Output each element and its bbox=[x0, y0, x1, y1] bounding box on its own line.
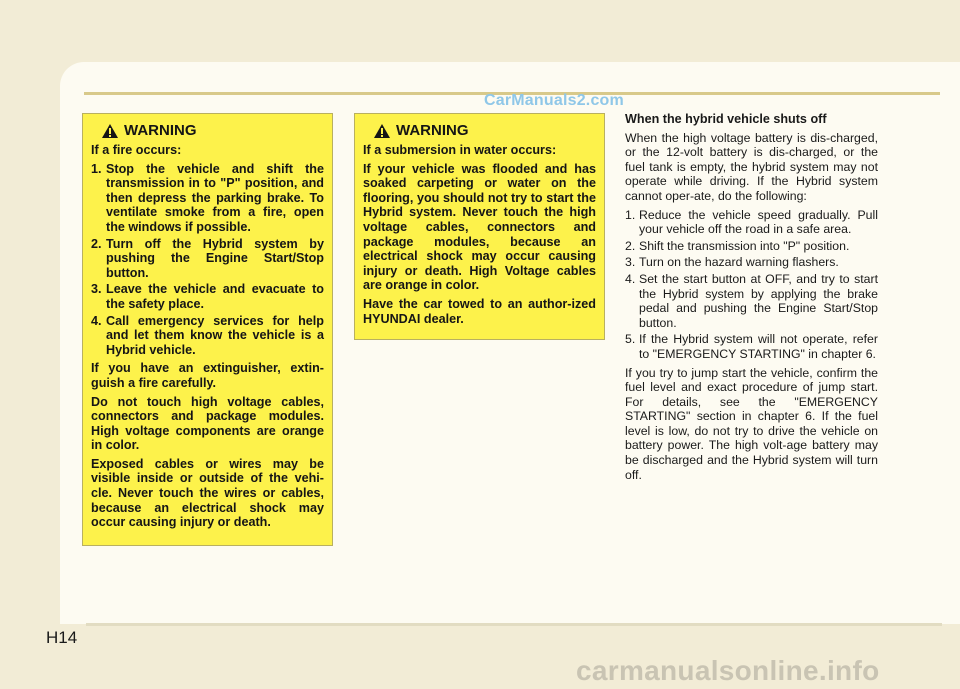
page-number: H14 bbox=[46, 628, 78, 647]
warning-paragraph: If your vehicle was flooded and has soaked carpeting or water on the flooring, you should not try to start the Hybrid system. Never touch the high voltage cables, connectors and package modules, because an electrical shock may occur causing injury or death. High Voltage cables are orange in color. bbox=[363, 161, 596, 293]
list-item: 2. Turn off the Hybrid system by pushing the Engine Start/Stop button. bbox=[91, 236, 324, 280]
warning-paragraph: Do not touch high voltage cables, connectors and package modules. High voltage components are orange in color. bbox=[91, 394, 324, 453]
warning-header bbox=[101, 123, 324, 139]
warning-header bbox=[373, 123, 596, 139]
list-item: 4. Call emergency services for help and let them know the vehicle is a Hybrid vehicle. bbox=[91, 313, 324, 357]
list-item: 1. Reduce the vehicle speed gradually. Pull your vehicle off the road in a safe area. bbox=[625, 207, 878, 237]
bottom-divider bbox=[86, 623, 942, 626]
section-intro: When the high voltage battery is dis-charged, or the 12-volt battery is dis-charged, or the fuel tank is empty, the hybrid system may not operate while driving. If the Hybrid system cannot oper-ate, do the following: bbox=[625, 130, 878, 203]
warning-title: WARNING bbox=[396, 121, 469, 139]
warning-paragraph: If you have an extinguisher, extin-guish a fire carefully. bbox=[91, 361, 324, 390]
warning-paragraph: Have the car towed to an author-ized HYUNDAI dealer. bbox=[363, 296, 596, 326]
warning-triangle-icon bbox=[373, 123, 391, 139]
warning-heading: If a fire occurs: bbox=[91, 143, 182, 157]
fire-warning-box bbox=[82, 113, 333, 546]
watermark-bottom: carmanualsonline.info bbox=[576, 655, 880, 686]
shutdown-section bbox=[625, 112, 878, 486]
fire-steps-list bbox=[91, 162, 324, 358]
list-item: 1. Stop the vehicle and shift the transmission in to "P" position, and then depress the parking brake. To ventilate smoke from a fire, open the windows if possible. bbox=[91, 161, 324, 234]
warning-paragraph: Exposed cables or wires may be visible inside or outside of the vehi-cle. Never touch the wires or cables, because an electrical shock may occur causing injury or death. bbox=[91, 456, 324, 530]
watermark-top: CarManuals2.com bbox=[484, 92, 624, 109]
list-item: 3. Turn on the hazard warning flashers. bbox=[625, 255, 839, 270]
list-item: 5. If the Hybrid system will not operate, refer to "EMERGENCY STARTING" in chapter 6. bbox=[625, 332, 878, 361]
section-heading: When the hybrid vehicle shuts off bbox=[625, 112, 827, 126]
warning-triangle-icon bbox=[101, 123, 119, 139]
warning-heading: If a submersion in water occurs: bbox=[363, 143, 557, 157]
section-outro: If you try to jump start the vehicle, confirm the fuel level and exact procedure of jump start. For details, see the "EMERGENCY STARTING" section in chapter 6. If the fuel level is low, do not try to drive the vehicle on battery power. The high volt-age battery may be discharged and the Hybrid system will turn off. bbox=[625, 365, 878, 482]
warning-title: WARNING bbox=[124, 121, 197, 139]
list-item: 2. Shift the transmission into "P" position. bbox=[625, 238, 850, 253]
submersion-warning-box bbox=[354, 113, 605, 340]
list-item: 4. Set the start button at OFF, and try to start the Hybrid system by applying the brake pedal and pushing the Engine Start/Stop button. bbox=[625, 271, 878, 330]
shutdown-steps-list bbox=[625, 208, 878, 362]
list-item: 3. Leave the vehicle and evacuate to the safety place. bbox=[91, 282, 324, 311]
